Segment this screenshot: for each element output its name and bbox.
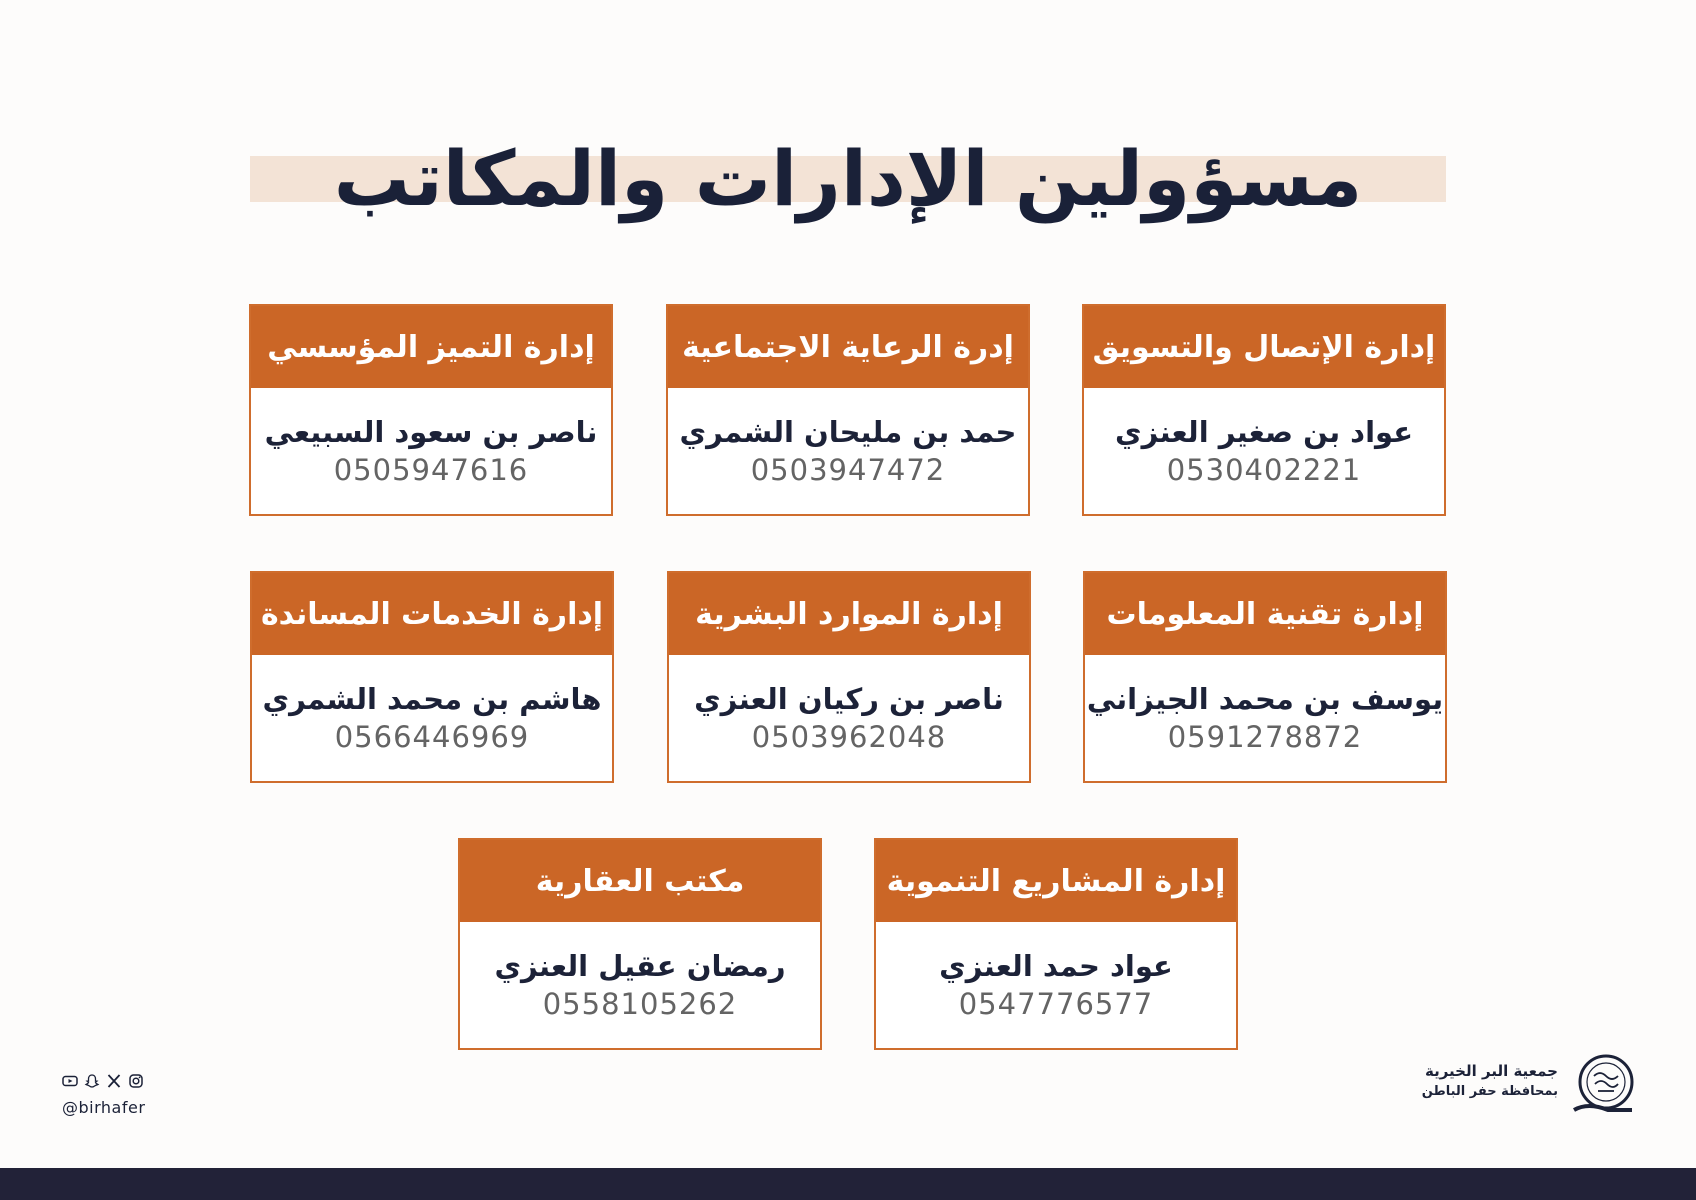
- department-name: مكتب العقارية: [460, 840, 820, 922]
- card-body: [669, 655, 1029, 781]
- youtube-icon[interactable]: [62, 1073, 78, 1093]
- snapchat-icon[interactable]: [84, 1073, 100, 1093]
- department-name: إدارة تقنية المعلومات: [1085, 573, 1445, 655]
- department-card: [249, 304, 613, 516]
- social-links: [62, 1074, 162, 1120]
- organization-signature: [1380, 1052, 1640, 1108]
- manager-name: هاشم بن محمد الشمري: [262, 682, 602, 716]
- department-card: [458, 838, 822, 1050]
- manager-name: رمضان عقيل العنزي: [494, 949, 786, 983]
- organization-logo-icon: [1568, 1052, 1640, 1118]
- department-card: [250, 571, 614, 783]
- manager-phone: 0566446969: [334, 720, 530, 754]
- x-icon[interactable]: [106, 1073, 122, 1093]
- card-body: [460, 922, 820, 1048]
- manager-name: حمد بن مليحان الشمري: [679, 415, 1017, 449]
- department-name: إدرة الرعاية الاجتماعية: [668, 306, 1028, 388]
- manager-name: عواد حمد العنزي: [939, 949, 1173, 983]
- department-name: إدارة التميز المؤسسي: [251, 306, 611, 388]
- department-card: [1083, 571, 1447, 783]
- instagram-icon[interactable]: [128, 1073, 144, 1093]
- manager-phone: 0505947616: [333, 453, 529, 487]
- organization-name: [1422, 1060, 1558, 1102]
- card-body: [251, 388, 611, 514]
- department-card: [666, 304, 1030, 516]
- manager-phone: 0547776577: [958, 987, 1154, 1021]
- card-body: [252, 655, 612, 781]
- department-name: إدارة المشاريع التنموية: [876, 840, 1236, 922]
- title-area: [250, 128, 1446, 228]
- manager-phone: 0558105262: [542, 987, 738, 1021]
- department-name: إدارة الخدمات المساندة: [252, 573, 612, 655]
- manager-name: ناصر بن سعود السبيعي: [264, 415, 598, 449]
- card-body: [876, 922, 1236, 1048]
- department-card: [667, 571, 1031, 783]
- department-card: [1082, 304, 1446, 516]
- card-body: [1084, 388, 1444, 514]
- department-card: [874, 838, 1238, 1050]
- department-name: إدارة الإتصال والتسويق: [1084, 306, 1444, 388]
- manager-name: عواد بن صغير العنزي: [1114, 415, 1413, 449]
- department-name: إدارة الموارد البشرية: [669, 573, 1029, 655]
- organization-name-line2: بمحافظة حفر الباطن: [1421, 1084, 1558, 1099]
- card-body: [1085, 655, 1445, 781]
- manager-phone: 0503947472: [750, 453, 946, 487]
- card-body: [668, 388, 1028, 514]
- social-handle[interactable]: @birhafer: [62, 1098, 146, 1117]
- manager-phone: 0530402221: [1166, 453, 1362, 487]
- manager-phone: 0503962048: [751, 720, 947, 754]
- manager-name: ناصر بن ركيان العنزي: [694, 682, 1004, 716]
- page-title: مسؤولين الإدارات والمكاتب: [333, 133, 1363, 223]
- manager-phone: 0591278872: [1167, 720, 1363, 754]
- organization-name-line1: جمعية البر الخيرية: [1425, 1062, 1558, 1080]
- manager-name: يوسف بن محمد الجيزاني: [1086, 682, 1444, 716]
- social-icons: [62, 1074, 162, 1092]
- footer-bar: [0, 1168, 1696, 1200]
